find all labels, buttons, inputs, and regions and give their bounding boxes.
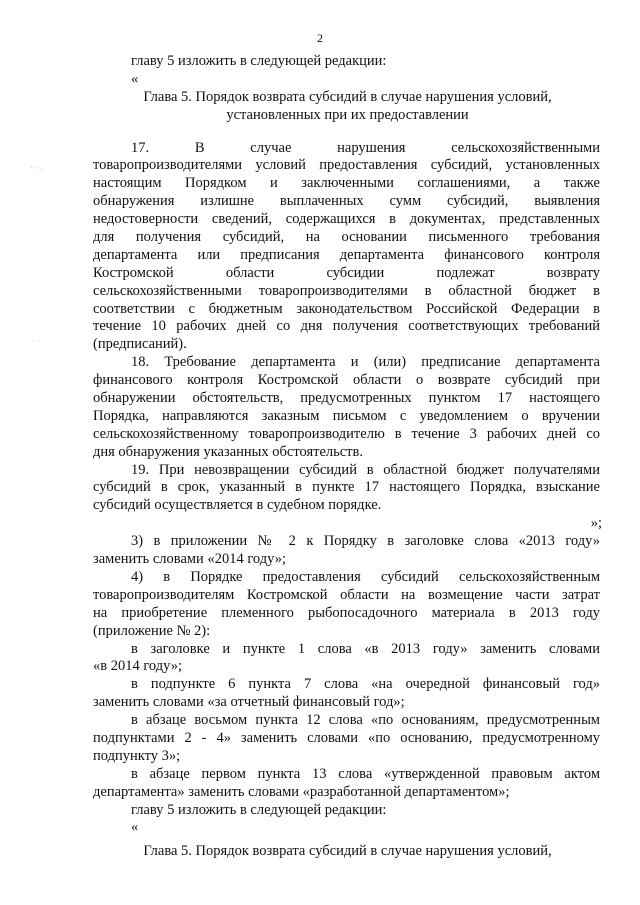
para-17-line: недостоверности сведений, содержащихся в документах, представленных (93, 211, 600, 228)
scan-speck-1: ·:·. (30, 163, 44, 172)
item-3-line: заменить словами «2014 году»; (93, 551, 287, 568)
amendment-line: подпунктами 2 - 4» заменить словами «по основанию, предусмотренному (93, 729, 600, 746)
amendment-line: в абзаце первом пункта 13 слова «утвержденной правовым актом (131, 765, 600, 782)
open-quote-2: « (131, 819, 139, 836)
intro-line-2: главу 5 изложить в следующей редакции: (131, 801, 387, 818)
para-18-line: дня обнаружения указанных обстоятельств. (93, 443, 363, 460)
para-17-line: товаропроизводителями условий предоставления субсидий, установленных (93, 157, 600, 174)
para-18-line: Порядка, направляются заказным письмом с уведомлением о вручении (93, 407, 600, 424)
para-19-line: субсидий осуществляется в судебном порядке. (93, 497, 382, 514)
page-number: 2 (317, 31, 323, 45)
para-17-line: обнаружения излишне выплаченных сумм субсидий, выявления (93, 193, 600, 210)
item-4-line: (приложение № 2): (93, 622, 211, 639)
chapter-heading-line-3: Глава 5. Порядок возврата субсидий в случае нарушения условий, (143, 843, 552, 860)
amendment-line: «в 2014 году»; (93, 658, 183, 675)
para-17-line: течение 10 рабочих дней со дня получения соответствующих требований (93, 318, 600, 335)
item-4-line: товаропроизводителям Костромской области на возмещение части затрат (93, 586, 600, 603)
para-18-line: финансового контроля Костромской области о возврате субсидий при (93, 372, 600, 389)
para-17-line: соответствии с бюджетным законодательством Российской Федерации в (93, 300, 600, 317)
para-17-line: Костромской области субсидии подлежат возврату (93, 264, 600, 281)
item-4-line: 4) в Порядке предоставления субсидий сельскохозяйственным (131, 568, 600, 585)
para-18-line: обнаружении обстоятельств, предусмотренных пунктом 17 настоящего (93, 390, 600, 407)
para-19-line: субсидий в срок, указанный в пункте 17 настоящего Порядка, взыскание (93, 479, 600, 496)
chapter-heading-line-2: установленных при их предоставлении (226, 106, 469, 123)
para-17-line: сельскохозяйственными товаропроизводителями в областной бюджет в (93, 282, 600, 299)
amendment-line: в заголовке и пункте 1 слова «в 2013 году» заменить словами (131, 640, 600, 657)
document-body (0, 53, 640, 861)
para-17-line: настоящим Порядком и заключенными соглашениями, а также (93, 175, 600, 192)
item-3-line: 3) в приложении № 2 к Порядку в заголовке слова «2013 году» (131, 533, 600, 550)
item-4-line: на приобретение племенного рыбопосадочного материала в 2013 году (93, 604, 600, 621)
scan-speck-2: · · (32, 337, 43, 346)
para-17-line: для получения субсидий, на основании письменного требования (93, 229, 600, 246)
amendment-line: департамента» заменить словами «разработанной департаментом»; (93, 783, 510, 800)
amendment-line: подпункту 3»; (93, 747, 181, 764)
open-quote: « (131, 70, 139, 87)
amendment-line: в подпункте 6 пункта 7 слова «на очередной финансовый год» (131, 676, 600, 693)
amendment-line: заменить словами «за отчетный финансовый год»; (93, 694, 405, 711)
para-19-line: 19. При невозвращении субсидий в областной бюджет получателями (131, 461, 600, 478)
para-18-line: 18. Требование департамента и (или) предписание департамента (131, 354, 600, 371)
intro-line: главу 5 изложить в следующей редакции: (131, 53, 387, 69)
para-17-line: 17. В случае нарушения сельскохозяйственными (131, 139, 600, 156)
para-17-line: (предписаний). (93, 336, 187, 353)
para-17-line: департамента или предписания департамента финансового контроля (93, 246, 600, 263)
para-18-line: сельскохозяйственному товаропроизводителю в течение 3 рабочих дней со (93, 425, 600, 442)
chapter-heading-line-1: Глава 5. Порядок возврата субсидий в случае нарушения условий, (143, 88, 552, 105)
amendment-line: в абзаце восьмом пункта 12 слова «по основаниям, предусмотренным (131, 712, 600, 729)
close-quote: »; (590, 515, 602, 532)
